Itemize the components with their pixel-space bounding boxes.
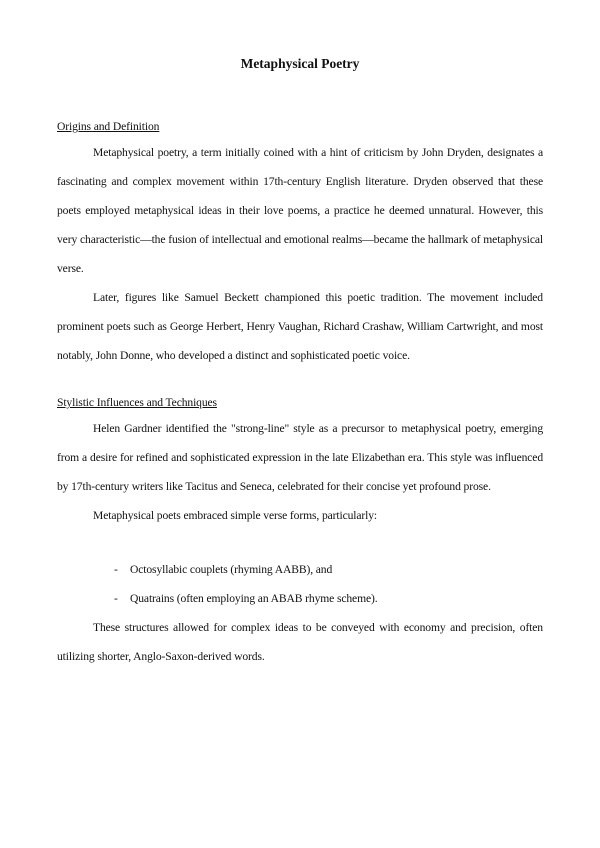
document-title: Metaphysical Poetry [240,56,360,71]
list-item [57,555,543,584]
paragraph-later-figures: Later, figures like Samuel Beckett championed this poetic tradition. The movement included prominent poets such as George Herbert, Henry Vaughan, Richard Crashaw, William Cartwright, and most notably, John Donne, who developed a distinct and sophisticated poetic voice. [57,291,543,362]
paragraph-verse-forms-intro: Metaphysical poets embraced simple verse forms, particularly: [93,509,378,522]
paragraph-strong-line: Helen Gardner identified the "strong-line" style as a precursor to metaphysical poetry, emerging from a desire for refined and sophisticated expression in the late Elizabethan era. This style was influenced by 17th-century writers like Tacitus and Seneca, celebrated for their concise yet profound prose. [57,422,543,493]
list-item-text: Octosyllabic couplets (rhyming AABB), and [130,563,333,576]
section-heading-origins: Origins and Definition [57,120,160,133]
section-heading-stylistic: Stylistic Influences and Techniques [57,396,217,409]
list-item-text: Quatrains (often employing an ABAB rhyme scheme). [130,592,378,605]
closing-block [57,613,543,671]
paragraph-structures: These structures allowed for complex ideas to be conveyed with economy and precision, often utilizing shorter, Anglo-Saxon-derived words. [57,621,543,663]
verse-forms-list [57,555,543,613]
paragraph-origins-definition: Metaphysical poetry, a term initially coined with a hint of criticism by John Dryden, designates a fascinating and complex movement within 17th-century English literature. Dryden observed that these poets employed metaphysical ideas in their love poems, a practice he deemed unnatural. However, this very characteristic—the fusion of intellectual and emotional realms—became the hallmark of metaphysical verse. [57,146,543,275]
list-item-marker: - [114,563,118,576]
section-body-origins [57,138,543,370]
list-item-marker: - [114,592,118,605]
section-body-stylistic [57,414,543,530]
list-item [57,584,543,613]
